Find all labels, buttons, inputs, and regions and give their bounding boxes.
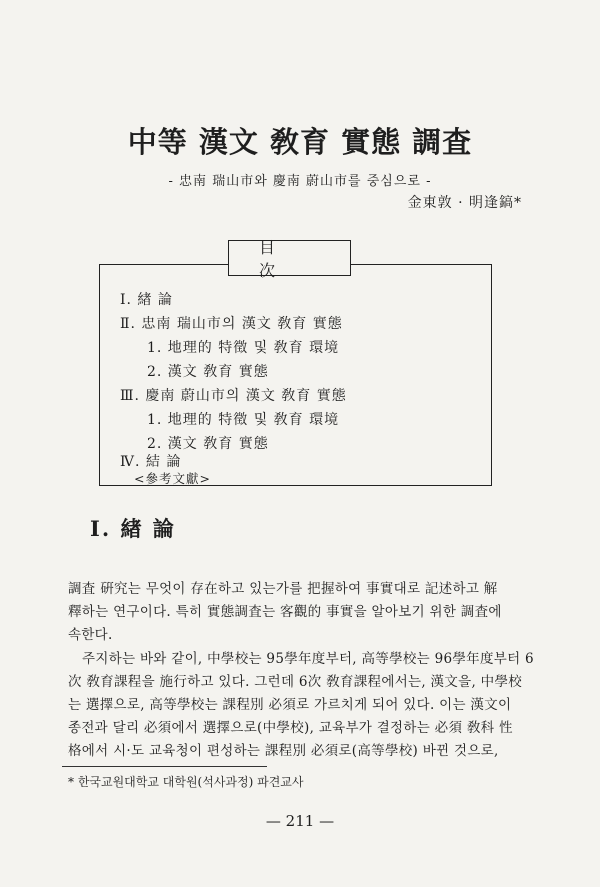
body-line: 는 選擇으로, 高等學校는 課程別 必須로 가르치게 되어 있다. 이는 漢文이: [68, 697, 512, 713]
body-line: 格에서 시·도 교육청이 편성하는 課程別 必須로(高等學校) 바뀐 것으로,: [68, 743, 499, 759]
footnote: * 한국교원대학교 대학원(석사과정) 파견교사: [68, 775, 304, 789]
toc-item: 2. 漢文 敎育 實態: [147, 364, 269, 380]
body-line: 調査 硏究는 무엇이 存在하고 있는가를 把握하여 事實대로 記述하고 解: [68, 581, 498, 597]
toc-heading-box: [228, 238, 351, 280]
toc-item: Ⅱ. 忠南 瑞山市의 漢文 敎育 實態: [120, 316, 343, 332]
toc-item: Ⅰ. 緖 論: [120, 292, 173, 308]
body-line: 속한다.: [68, 627, 113, 643]
body-line: 종전과 달리 必須에서 選擇으로(中學校), 교육부가 결정하는 必須 敎科 性: [68, 720, 513, 736]
toc-item: Ⅲ. 慶南 蔚山市의 漢文 敎育 實態: [120, 388, 347, 404]
footnote-divider: [62, 766, 267, 767]
paper-authors: 金東敦 · 明逢鎬*: [407, 195, 522, 211]
body-line: 次 敎育課程을 施行하고 있다. 그런데 6次 敎育課程에서는, 漢文을, 中學校: [68, 674, 523, 690]
toc-item: 2. 漢文 敎育 實態: [147, 436, 269, 452]
body-line: 주지하는 바와 같이, 中學校는 95學年度부터, 高等學校는 96學年度부터 6: [82, 651, 534, 667]
toc-item: Ⅳ. 結 論: [120, 454, 182, 470]
paper-subtitle: - 忠南 瑞山市와 慶南 蔚山市를 중심으로 -: [168, 174, 432, 189]
body-line: 釋하는 연구이다. 특히 實態調査는 客觀的 事實을 알아보기 위한 調査에: [68, 604, 502, 620]
paper-title: 中等 漢文 敎育 實態 調査: [127, 125, 473, 159]
section-heading: Ⅰ. 緖 論: [90, 516, 176, 541]
page-number: — 211 —: [265, 812, 335, 830]
toc-item: <參考文獻>: [134, 471, 211, 486]
toc-heading: 目次: [259, 238, 306, 280]
toc-item: 1. 地理的 特徵 및 敎育 環境: [147, 412, 340, 428]
toc-item: 1. 地理的 特徵 및 敎育 環境: [147, 340, 340, 356]
